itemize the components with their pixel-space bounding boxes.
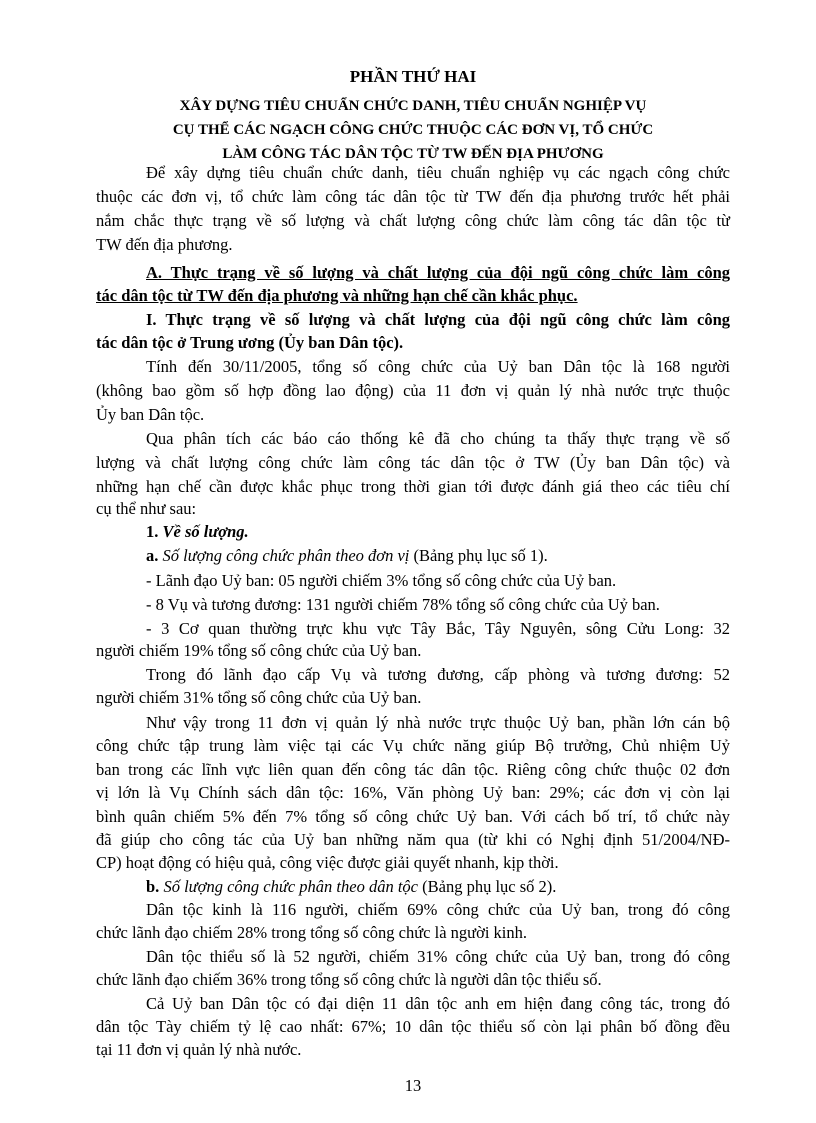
body-line: Cả Uỷ ban Dân tộc có đại diện 11 dân tộc anh em hiện đang công tác, trong đó — [146, 994, 730, 1013]
body-line: bình quân chiếm 5% đến 7% tổng số công chức Uỷ ban. Với cách bố trí, tổ chức này — [96, 807, 730, 826]
body-line: những hạn chế cần được khắc phục trong thời gian tới được đánh giá theo các tiêu chí — [96, 477, 730, 496]
body-line: Như vậy trong 11 đơn vị quản lý nhà nước trực thuộc Uỷ ban, phần lớn cán bộ — [146, 713, 730, 732]
list-item-heading — [146, 545, 548, 567]
part-title: PHẦN THỨ HAI — [349, 67, 477, 86]
body-line: Qua phân tích các báo cáo thống kê đã cho chúng ta thấy thực trạng về số — [146, 429, 730, 448]
body-line: lượng và chất lượng công chức làm công tác dân tộc ở TW (Ủy ban Dân tộc) và — [96, 453, 730, 472]
body-line: Dân tộc thiểu số là 52 người, chiếm 31% công chức của Uỷ ban, trong đó công — [146, 947, 730, 966]
body-line: ban trong các lĩnh vực liên quan đến công tác dân tộc. Riêng công chức thuộc 02 đơn — [96, 760, 730, 779]
bullet-line: - Lãnh đạo Uỷ ban: 05 người chiếm 3% tổng số công chức của Uỷ ban. — [146, 571, 617, 590]
body-line: Tính đến 30/11/2005, tổng số công chức của Uỷ ban Dân tộc là 168 người — [146, 357, 730, 376]
body-line: đã giúp cho công tác của Uỷ ban những năm qua (từ khi có Nghị định 51/2004/NĐ- — [96, 830, 730, 849]
body-line: (không bao gồm số hợp đồng lao động) của 11 đơn vị quản lý nhà nước trực thuộc — [96, 381, 730, 400]
body-line: Trong đó lãnh đạo cấp Vụ và tương đương, cấp phòng và tương đương: 52 — [146, 665, 730, 684]
page-number: 13 — [404, 1076, 422, 1095]
section-i-heading: tác dân tộc ở Trung ương (Ủy ban Dân tộc). — [96, 333, 404, 352]
section-a-heading: tác dân tộc từ TW đến địa phương và những hạn chế cần khắc phục. — [96, 286, 578, 305]
subtitle-line: CỤ THỂ CÁC NGẠCH CÔNG CHỨC THUỘC CÁC ĐƠN VỊ, TỔ CHỨC — [172, 122, 654, 138]
list-item-heading — [146, 876, 556, 898]
body-line: thuộc các đơn vị, tổ chức làm công tác dân tộc từ TW đến địa phương trước hết phải — [96, 187, 730, 206]
body-line: dân tộc Tày chiếm tỷ lệ cao nhất: 67%; 10 dân tộc thiểu số còn lại phân bố đồng đều — [96, 1017, 730, 1036]
body-line: nắm chắc thực trạng về số lượng và chất lượng công chức làm công tác dân tộc từ — [96, 211, 730, 230]
item-italic: Số lượng công chức phân theo đơn vị — [162, 546, 410, 565]
body-line: Ủy ban Dân tộc. — [96, 405, 205, 424]
item-reference: (Bảng phụ lục số 1). — [413, 546, 548, 565]
body-line: công chức tập trung làm việc tại các Vụ chức năng giúp Bộ trưởng, Chủ nhiệm Uỷ — [96, 736, 730, 755]
body-line: CP) hoạt động có hiệu quả, công việc được giải quyết nhanh, kịp thời. — [96, 853, 559, 872]
section-i-heading: I. Thực trạng về số lượng và chất lượng của đội ngũ công chức làm công — [146, 310, 730, 329]
body-line: chức lãnh đạo chiếm 36% trong tổng số công chức là người dân tộc thiểu số. — [96, 970, 602, 989]
subtitle-line: LÀM CÔNG TÁC DÂN TỘC TỪ TW ĐẾN ĐỊA PHƯƠNG — [222, 146, 604, 162]
section-a-heading: A. Thực trạng về số lượng và chất lượng của đội ngũ công chức làm công — [146, 263, 730, 282]
body-line: Dân tộc kinh là 116 người, chiếm 69% công chức của Uỷ ban, trong đó công — [146, 900, 730, 919]
bullet-line: - 8 Vụ và tương đương: 131 người chiếm 78% tổng số công chức của Uỷ ban. — [146, 595, 660, 614]
subtitle-line: XÂY DỰNG TIÊU CHUẨN CHỨC DANH, TIÊU CHUẨN NGHIỆP VỤ — [179, 98, 647, 114]
body-line: TW đến địa phương. — [96, 235, 233, 254]
bullet-line: người chiếm 19% tổng số công chức của Uỷ ban. — [96, 641, 422, 660]
body-line: Để xây dựng tiêu chuẩn chức danh, tiêu chuẩn nghiệp vụ các ngạch công chức — [146, 163, 730, 182]
heading-number: 1. — [146, 522, 159, 541]
item-italic: Số lượng công chức phân theo dân tộc — [163, 877, 418, 896]
body-line: cụ thể như sau: — [96, 499, 197, 518]
body-line: tại 11 đơn vị quản lý nhà nước. — [96, 1040, 302, 1059]
subsection-heading — [146, 521, 249, 543]
item-label: b. — [146, 877, 160, 896]
heading-text: Về số lượng. — [162, 522, 249, 541]
item-reference: (Bảng phụ lục số 2). — [422, 877, 557, 896]
body-line: người chiếm 31% tổng số công chức của Uỷ ban. — [96, 688, 422, 707]
body-line: chức lãnh đạo chiếm 28% trong tổng số công chức là người kinh. — [96, 923, 527, 942]
bullet-line: - 3 Cơ quan thường trực khu vực Tây Bắc, Tây Nguyên, sông Cửu Long: 32 — [146, 619, 730, 638]
item-label: a. — [146, 546, 159, 565]
body-line: vị lớn là Vụ Chính sách dân tộc: 16%, Văn phòng Uỷ ban: 29%; các đơn vị còn lại — [96, 783, 730, 802]
